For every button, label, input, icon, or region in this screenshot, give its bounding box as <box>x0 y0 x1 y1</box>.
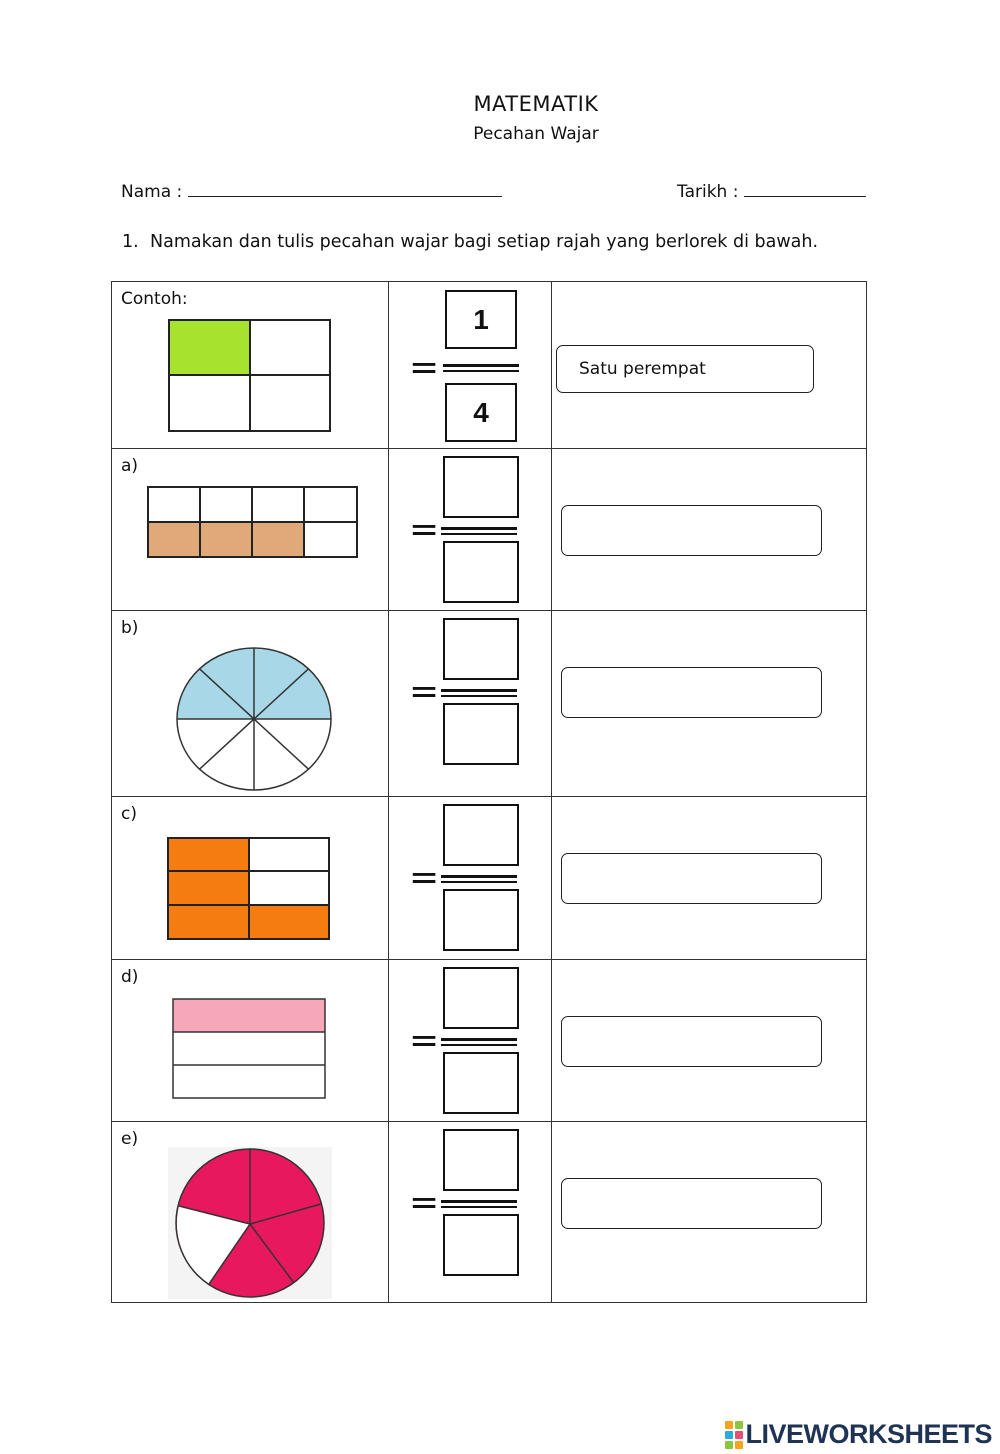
equals-sign: = <box>409 857 440 898</box>
fraction-bar <box>441 1200 517 1203</box>
name-field <box>121 178 502 202</box>
fraction-bar <box>441 689 517 692</box>
row-label: d) <box>121 967 139 987</box>
fraction-bar-lower <box>441 533 517 535</box>
table-row-a <box>112 449 867 611</box>
answer-input[interactable] <box>561 667 822 718</box>
answer-cell <box>552 282 867 449</box>
worksheet-title: MATEMATIK <box>473 92 599 116</box>
date-label: Tarikh : <box>677 182 739 202</box>
denominator-input[interactable] <box>443 1214 519 1276</box>
answer-cell <box>552 1122 867 1303</box>
table-row-example <box>112 282 867 449</box>
answer-input[interactable] <box>561 853 822 904</box>
shaded-part <box>249 905 329 939</box>
fraction-bar <box>441 527 517 530</box>
liveworksheets-logo-icon <box>725 1421 743 1449</box>
circle-8-diagram <box>175 647 333 791</box>
denominator-input[interactable] <box>443 703 519 765</box>
question-number: 1. <box>122 232 139 252</box>
shaded-part <box>148 522 304 557</box>
answer-cell <box>552 960 867 1122</box>
fraction-cell <box>389 282 552 449</box>
denominator-box: 4 <box>445 383 517 442</box>
diagram-cell <box>112 282 389 449</box>
diagram-cell <box>112 449 389 611</box>
fraction-cell[interactable] <box>389 797 552 960</box>
numerator-input[interactable] <box>443 1129 519 1191</box>
shaded-part <box>169 320 250 375</box>
table-row-c <box>112 797 867 960</box>
answer-cell <box>552 449 867 611</box>
date-blank[interactable] <box>744 178 866 197</box>
fraction-bar-lower <box>441 1044 517 1046</box>
equals-sign: = <box>409 347 440 388</box>
equals-sign: = <box>409 1020 440 1061</box>
numerator-input[interactable] <box>443 804 519 866</box>
row-label: Contoh: <box>121 289 188 309</box>
grid-6-diagram <box>167 837 331 940</box>
answer-input[interactable] <box>561 1016 822 1067</box>
answer-box: Satu perempat <box>556 345 814 393</box>
numerator-input[interactable] <box>443 967 519 1029</box>
fraction-bar-lower <box>441 881 517 883</box>
table-row-b <box>112 611 867 797</box>
denominator-input[interactable] <box>443 1052 519 1114</box>
answer-input[interactable] <box>561 505 822 556</box>
numerator-input[interactable] <box>443 618 519 680</box>
diagram-cell <box>112 1122 389 1303</box>
table-row-d <box>112 960 867 1122</box>
fraction-cell[interactable] <box>389 611 552 797</box>
row-label: e) <box>121 1129 139 1149</box>
denominator-input[interactable] <box>443 541 519 603</box>
fraction-bar-lower <box>443 370 519 372</box>
fraction-cell[interactable] <box>389 960 552 1122</box>
fraction-bar-lower <box>441 1206 517 1208</box>
instruction <box>122 232 818 252</box>
fraction-cell[interactable] <box>389 449 552 611</box>
fraction-bar <box>443 364 519 367</box>
diagram-cell <box>112 611 389 797</box>
numerator-input[interactable] <box>443 456 519 518</box>
worksheet-subtitle: Pecahan Wajar <box>473 124 599 144</box>
row-label: a) <box>121 456 139 476</box>
fraction-bar-lower <box>441 695 517 697</box>
date-field <box>677 178 866 202</box>
equals-sign: = <box>409 1182 440 1223</box>
answer-cell <box>552 797 867 960</box>
equals-sign: = <box>409 509 440 550</box>
name-label: Nama : <box>121 182 183 202</box>
equals-sign: = <box>409 671 440 712</box>
row-label: c) <box>121 804 137 824</box>
example-rectangle-diagram <box>168 319 332 433</box>
shaded-part <box>173 999 325 1032</box>
row-label: b) <box>121 618 139 638</box>
grid-8-diagram <box>147 486 359 558</box>
circle-5-diagram <box>168 1147 332 1299</box>
brand-name: LIVEWORKSHEETS <box>745 1419 992 1449</box>
fraction-cell[interactable] <box>389 1122 552 1303</box>
instruction-text: Namakan dan tulis pecahan wajar bagi setiap rajah yang berlorek di bawah. <box>150 232 819 252</box>
numerator-box: 1 <box>445 290 517 349</box>
table-row-e <box>112 1122 867 1303</box>
fraction-bar <box>441 1038 517 1041</box>
footer-watermark <box>725 1419 992 1450</box>
strip-3-diagram <box>172 998 327 1100</box>
fraction-bar <box>441 875 517 878</box>
answer-input[interactable] <box>561 1178 822 1229</box>
name-blank[interactable] <box>188 178 502 197</box>
answer-cell <box>552 611 867 797</box>
diagram-cell <box>112 960 389 1122</box>
fraction-table <box>111 281 867 1303</box>
diagram-cell <box>112 797 389 960</box>
denominator-input[interactable] <box>443 889 519 951</box>
